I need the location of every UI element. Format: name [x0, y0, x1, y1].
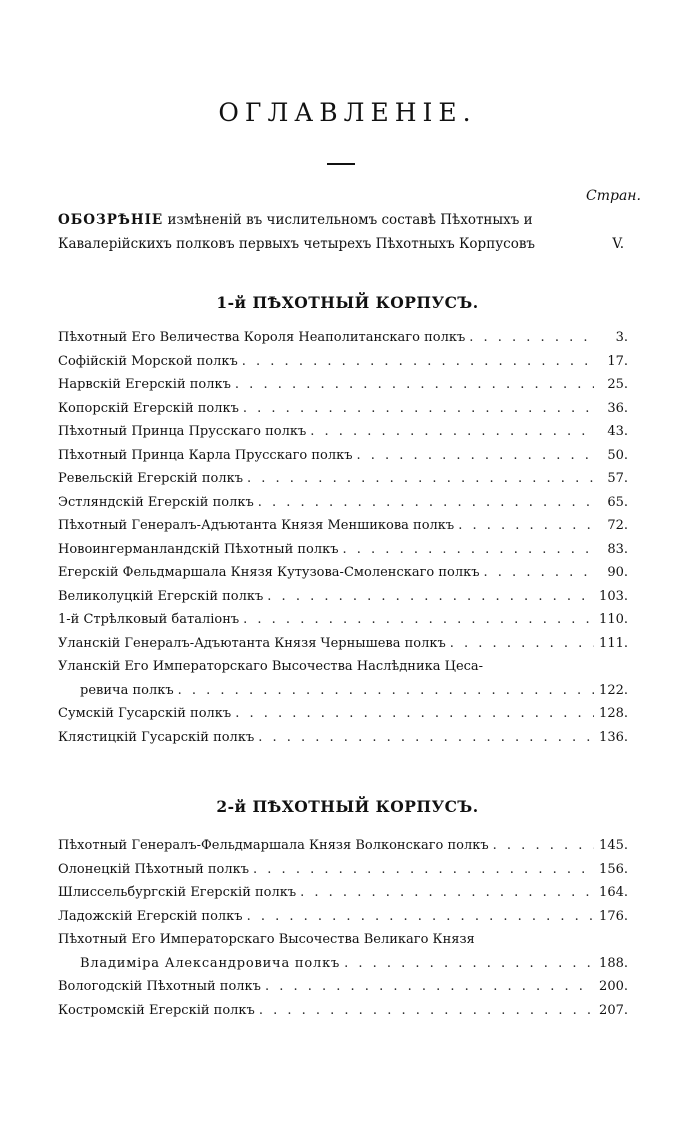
toc-entry-label: Великолуцкій Егерскій полкъ — [58, 588, 264, 604]
dot-leader — [267, 589, 594, 604]
toc-entry — [58, 330, 628, 354]
toc-entry-label: Уланскій Генералъ-Адъютанта Князя Чернышева полкъ — [58, 635, 446, 651]
toc-entry — [58, 956, 628, 980]
toc-page-number: 25. — [607, 377, 628, 392]
toc-page-number: 65. — [607, 494, 628, 510]
section-heading-2: 2-й ПѢХОТНЫЙ КОРПУСЪ. — [216, 797, 479, 816]
dot-leader — [310, 424, 594, 439]
toc-entry — [58, 683, 628, 707]
toc-entry — [58, 862, 628, 886]
toc-page-number: 136. — [599, 729, 628, 745]
toc-entry-label: Пѣхотный Генералъ-Адъютанта Князя Меншикова полкъ — [58, 518, 455, 533]
dot-leader — [243, 401, 594, 416]
toc-entry-label: Егерскій Фельдмаршала Князя Кутузова-Смоленскаго полкъ — [58, 565, 480, 580]
toc-entry — [58, 448, 628, 472]
toc-entry-label: Эстляндскій Егерскій полкъ — [58, 494, 254, 510]
dot-leader — [178, 683, 594, 698]
dot-leader — [235, 706, 594, 721]
toc-entry-label: Олонецкій Пѣхотный полкъ — [58, 861, 250, 877]
toc-page-number: 128. — [599, 706, 628, 721]
toc-entry — [58, 518, 628, 542]
toc-page-number: 103. — [599, 588, 628, 604]
toc-entry-label: Копорскій Егерскій полкъ — [58, 400, 239, 416]
dot-leader — [469, 330, 594, 345]
toc-page-number: 110. — [599, 612, 628, 627]
toc-entry-label: Сумскій Гусарскій полкъ — [58, 706, 232, 721]
toc-entry-label: Ладожскій Егерскій полкъ — [58, 908, 243, 924]
toc-entry — [58, 471, 628, 495]
toc-page-number: 122. — [599, 682, 628, 698]
toc-entry — [58, 589, 628, 613]
toc-entry-label: Пѣхотный Принца Карла Прусскаго полкъ — [58, 447, 353, 463]
toc-page-number: 145. — [599, 838, 628, 853]
dot-leader — [258, 730, 594, 745]
dot-leader — [253, 862, 594, 877]
toc-entry-label: Шлиссельбургскій Егерскій полкъ — [58, 885, 297, 900]
toc-page-number: 200. — [599, 979, 628, 994]
dot-leader — [450, 636, 594, 651]
page-title: ОГЛАВЛЕНІЕ. — [218, 98, 477, 127]
toc-entry-label: Костромскій Егерскій полкъ — [58, 1002, 255, 1018]
toc-page-number: 156. — [599, 861, 628, 877]
intro-line-2 — [58, 236, 624, 252]
toc-page-number: 17. — [607, 353, 628, 369]
toc-entry-label-continued: Владиміра Александровича полкъ — [80, 955, 341, 971]
toc-page-number: 111. — [599, 635, 628, 651]
dot-leader — [300, 885, 594, 900]
dot-leader — [259, 1003, 594, 1018]
toc-entry — [58, 1003, 628, 1027]
title-rule — [327, 163, 355, 165]
toc-page-number: 36. — [607, 400, 628, 416]
toc-entry — [58, 885, 628, 909]
toc-section-2 — [58, 838, 628, 1026]
toc-entry-line — [58, 932, 628, 956]
intro-page-number: V. — [612, 236, 624, 252]
toc-page-number: 43. — [607, 424, 628, 439]
intro-bold-word: ОБОЗРѢНІЕ — [58, 212, 164, 228]
toc-page-number: 72. — [607, 518, 628, 533]
dot-leader — [484, 565, 594, 580]
toc-page-number: 50. — [607, 447, 628, 463]
toc-entry-label: Пѣхотный Принца Прусскаго полкъ — [58, 424, 307, 439]
toc-entry-label: Пѣхотный Его Величества Короля Неаполитанскаго полкъ — [58, 330, 466, 345]
dot-leader — [265, 979, 594, 994]
dot-leader — [258, 495, 594, 510]
toc-page-number: 90. — [607, 565, 628, 580]
toc-entry — [58, 706, 628, 730]
dot-leader — [458, 518, 594, 533]
dot-leader — [247, 909, 594, 924]
toc-entry — [58, 377, 628, 401]
toc-entry-label: Уланскій Его Императорскаго Высочества Наслѣдника Цеса- — [58, 659, 484, 674]
toc-entry — [58, 565, 628, 589]
toc-page-number: 188. — [599, 955, 628, 971]
dot-leader — [235, 377, 594, 392]
toc-entry-label: Пѣхотный Генералъ-Фельдмаршала Князя Волконскаго полкъ — [58, 838, 489, 853]
toc-entry — [58, 424, 628, 448]
toc-section-1 — [58, 330, 628, 753]
toc-page-number: 57. — [607, 471, 628, 486]
toc-entry — [58, 612, 628, 636]
toc-entry — [58, 838, 628, 862]
toc-entry — [58, 636, 628, 660]
dot-leader — [493, 838, 594, 853]
section-heading-1: 1-й ПѢХОТНЫЙ КОРПУСЪ. — [216, 293, 479, 312]
dot-leader — [343, 542, 594, 557]
toc-page-number: 164. — [599, 885, 628, 900]
dot-leader — [357, 448, 595, 463]
dot-leader — [344, 956, 594, 971]
toc-entry-label: Новоингерманландскій Пѣхотный полкъ — [58, 541, 339, 557]
intro-line-2-text: Кавалерійскихъ полковъ первыхъ четырехъ Пѣхотныхъ Корпусовъ — [58, 236, 536, 252]
toc-entry-label: Клястицкій Гусарскій полкъ — [58, 729, 255, 745]
toc-entry-line — [58, 659, 628, 683]
toc-entry — [58, 354, 628, 378]
toc-entry-label: Пѣхотный Его Императорскаго Высочества Великаго Князя — [58, 932, 475, 947]
dot-leader — [243, 612, 594, 627]
toc-entry-label-continued: ревича полкъ — [80, 682, 174, 698]
toc-entry-label: Софійскій Морской полкъ — [58, 353, 238, 369]
page-column-label: Стран. — [586, 188, 641, 204]
dot-leader — [242, 354, 594, 369]
toc-entry — [58, 542, 628, 566]
toc-page-number: 83. — [607, 541, 628, 557]
toc-entry-label: Вологодскій Пѣхотный полкъ — [58, 979, 261, 994]
toc-entry — [58, 979, 628, 1003]
toc-entry-label: 1-й Стрѣлковый баталіонъ — [58, 612, 240, 627]
toc-page-number: 207. — [599, 1002, 628, 1018]
toc-entry — [58, 730, 628, 754]
toc-entry-label: Ревельскій Егерскій полкъ — [58, 471, 243, 486]
intro-line-1-text: измѣненій въ числительномъ составѣ Пѣхотныхъ и — [163, 212, 533, 228]
toc-entry — [58, 495, 628, 519]
intro-line-1 — [58, 212, 590, 228]
toc-entry-label: Нарвскій Егерскій полкъ — [58, 377, 231, 392]
toc-entry — [58, 909, 628, 933]
dot-leader — [247, 471, 594, 486]
toc-entry — [58, 401, 628, 425]
toc-page-number: 3. — [615, 330, 628, 345]
toc-page-number: 176. — [599, 908, 628, 924]
